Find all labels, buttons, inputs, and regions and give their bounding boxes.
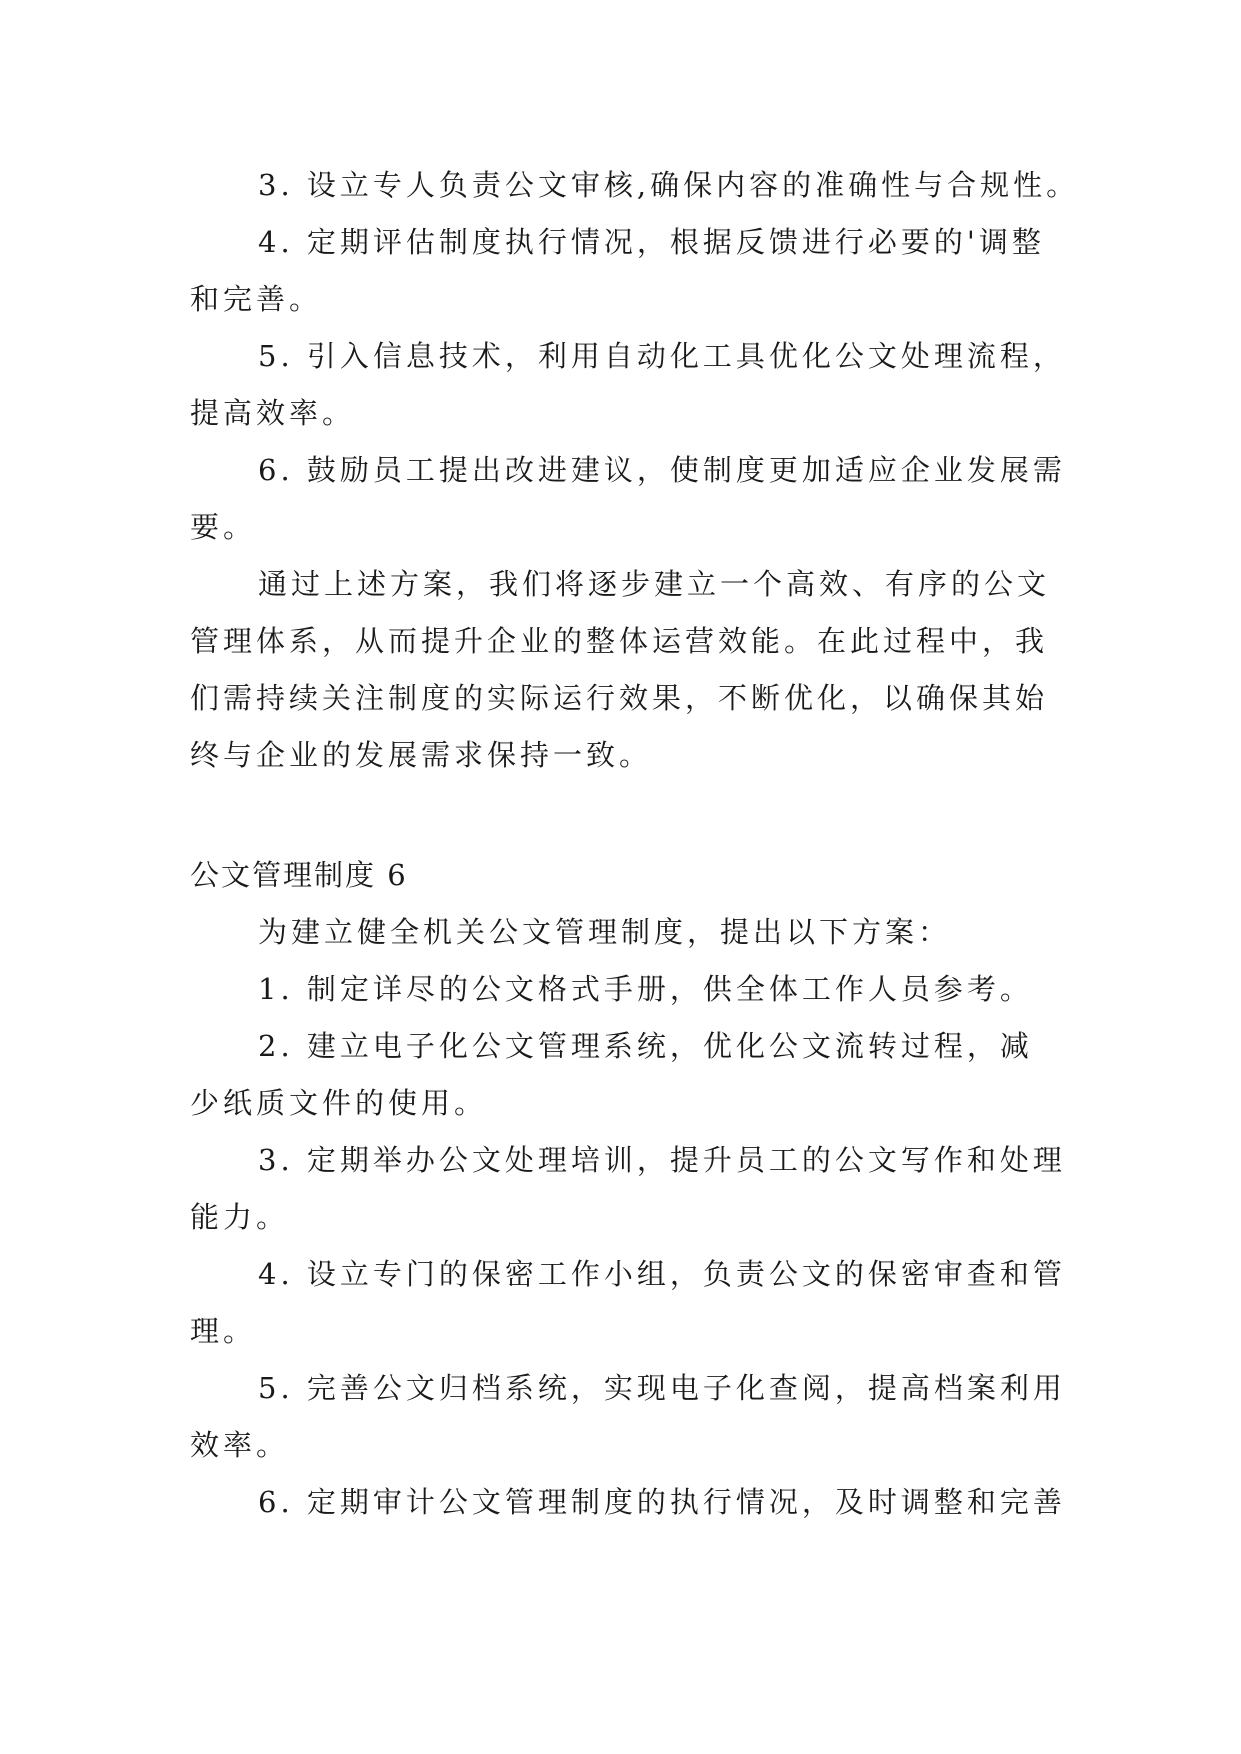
paragraph-item-6-line-2: 要。 [190,510,257,544]
summary-line-4: 终与企业的发展需求保持一致。 [190,738,653,772]
paragraph-item-6-line-1: 6. 鼓励员工提出改进建议，使制度更加适应企业发展需 [258,453,1066,487]
section6-item-4-line-2: 理。 [190,1314,257,1348]
paragraph-item-3: 3. 设立专人负责公文审核,确保内容的准确性与合规性。 [258,168,1080,202]
summary-line-2: 管理体系，从而提升企业的整体运营效能。在此过程中，我 [190,624,1049,658]
section-intro: 为建立健全机关公文管理制度，提出以下方案： [258,915,952,949]
section6-item-5-line-2: 效率。 [190,1428,290,1462]
paragraph-item-5-line-2: 提高效率。 [190,396,356,430]
section6-item-2-line-1: 2. 建立电子化公文管理系统，优化公文流转过程，减 [258,1029,1033,1063]
section6-item-4-line-1: 4. 设立专门的保密工作小组，负责公文的保密审查和管 [258,1257,1066,1291]
paragraph-item-4-line-2: 和完善。 [190,282,323,316]
paragraph-item-4-line-1: 4. 定期评估制度执行情况，根据反馈进行必要的'调整 [258,225,1045,259]
summary-line-1: 通过上述方案，我们将逐步建立一个高效、有序的公文 [258,567,1051,601]
section6-item-2-line-2: 少纸质文件的使用。 [190,1086,488,1120]
section6-item-3-line-1: 3. 定期举办公文处理培训，提升员工的公文写作和处理 [258,1143,1066,1177]
section6-item-5-line-1: 5. 完善公文归档系统，实现电子化查阅，提高档案利用 [258,1371,1066,1405]
section6-item-3-line-2: 能力。 [190,1200,290,1234]
paragraph-item-5-line-1: 5. 引入信息技术，利用自动化工具优化公文处理流程， [258,339,1066,373]
section-title: 公文管理制度 6 [190,858,408,892]
summary-line-3: 们需持续关注制度的实际运行效果，不断优化，以确保其始 [190,681,1049,715]
section6-item-6-line-1: 6. 定期审计公文管理制度的执行情况，及时调整和完善 [258,1485,1066,1519]
section6-item-1: 1. 制定详尽的公文格式手册，供全体工作人员参考。 [258,972,1033,1006]
